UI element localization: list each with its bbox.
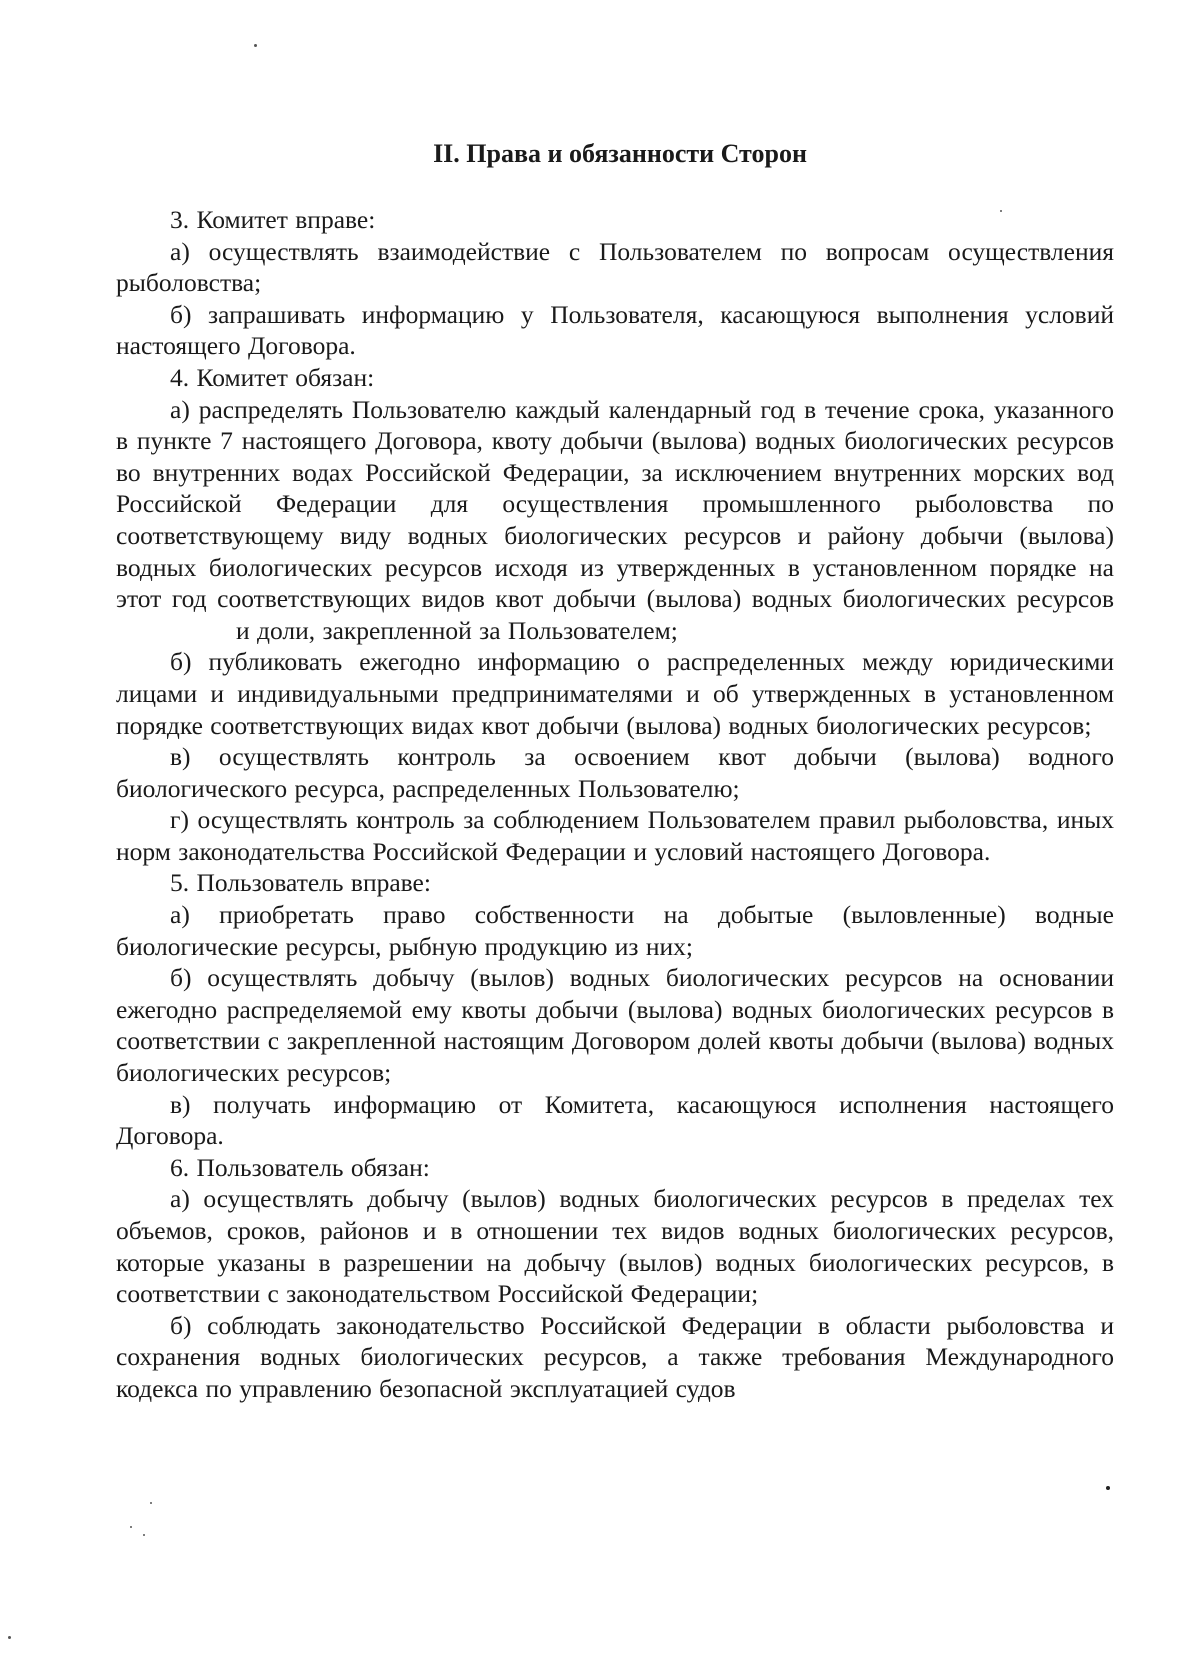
scan-speck bbox=[150, 1502, 152, 1504]
clause-3: 3. Комитет вправе: bbox=[170, 205, 376, 234]
clause-5: 5. Пользователь вправе: bbox=[170, 868, 431, 898]
clause-6: 6. Пользователь обязан: bbox=[170, 1152, 430, 1182]
clause-6b: б) соблюдать законодательство Российской Федерации в области рыболовства и сохранения водных биологических ресурсов, а также требования Международного кодекса по управлению безопасной эксплуатацией судов bbox=[116, 1310, 1114, 1403]
clause-4g: г) осуществлять контроль за соблюдением Пользователем правил рыболовства, иных норм законодательства Российской Федерации и условий настоящего Договора. bbox=[116, 805, 1114, 866]
document-body bbox=[116, 138, 1114, 1405]
clause-4v: в) осуществлять контроль за освоением квот добычи (вылова) водного биологического ресурса, распределенных Пользователю; bbox=[116, 742, 1114, 803]
scan-speck bbox=[143, 1534, 145, 1536]
scan-speck bbox=[8, 1636, 11, 1639]
clause-4a-tail: и доли, закрепленной за Пользователем; bbox=[236, 615, 678, 645]
clause-6a: а) осуществлять добычу (вылов) водных биологических ресурсов в пределах тех объемов, сроков, районов и в отношении тех видов водных биологических ресурсов, которые указаны в разрешении на добычу (вылов) водных биологических ресурсов, в соответствии с законодательством Российской Федерации; bbox=[116, 1184, 1114, 1309]
clause-5a: а) приобретать право собственности на добытые (выловленные) водные биологические ресурсы, рыбную продукцию из них; bbox=[116, 900, 1114, 961]
clause-5b: б) осуществлять добычу (вылов) водных биологических ресурсов на основании ежегодно распределяемой ему квоты добычи (вылова) водных биологических ресурсов в соответствии с закрепленной настоящим Договором долей квоты добычи (вылова) водных биологических ресурсов; bbox=[116, 963, 1114, 1088]
clause-4a bbox=[116, 394, 1114, 647]
clause-3a: а) осуществлять взаимодействие с Пользователем по вопросам осуществления рыболовства; bbox=[116, 236, 1114, 298]
section-title: II. Права и обязанности Сторон bbox=[433, 139, 807, 168]
clause-4: 4. Комитет обязан: bbox=[170, 362, 375, 392]
scan-speck bbox=[130, 1526, 132, 1528]
scan-speck bbox=[1106, 1486, 1110, 1490]
clause-5v: в) получать информацию от Комитета, касающуюся исполнения настоящего Договора. bbox=[116, 1089, 1114, 1151]
clause-4b: б) публиковать ежегодно информацию о распределенных между юридическими лицами и индивидуальными предпринимателями и об утвержденных в установленном порядке соответствующих видах квот добычи (вылова) водных биологических ресурсов; bbox=[116, 647, 1114, 740]
scan-speck bbox=[254, 44, 257, 47]
clause-4a-text: а) распределять Пользователю каждый календарный год в течение срока, указанного в пункте 7 настоящего Договора, квоту добычи (вылова) водных биологических ресурсов во внутренних водах Российской Федерации, за исключением внутренних морских вод Российской Федерации для осуществления промышленного рыболовства по соответствующему виду водных биологических ресурсов и району добычи (вылова) водных биологических ресурсов исходя из утвержденных в установленном порядке на этот год соответствующих видов квот добычи (вылова) водных биологических ресурсов bbox=[116, 394, 1114, 614]
clause-3b: б) запрашивать информацию у Пользователя, касающуюся выполнения условий настоящего Договора. bbox=[116, 299, 1114, 361]
